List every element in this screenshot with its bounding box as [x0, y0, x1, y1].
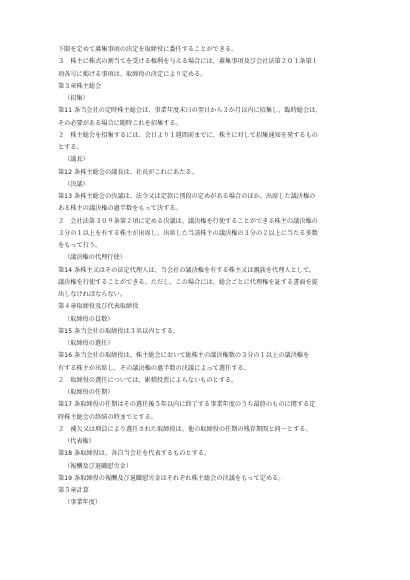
document-text-line: ２ 取締役の選任については、累積投票によらないものとする。 — [58, 376, 238, 384]
section-heading: （議決権の代理行使） — [64, 254, 126, 262]
document-body — [58, 44, 376, 510]
document-text-line: 第５章計算 — [58, 487, 89, 494]
document-text-line: 第３章株主総会 — [58, 82, 102, 90]
document-text-line: 第11 条当会社の定時株主総会は、事業年度末日の翌日から３か月以内に招集し、臨時総会は、 — [58, 107, 322, 115]
document-text-line: ２ 補欠又は増員により選任された取締役は、他の取締役の任期の残存期間と同一とする。 — [58, 425, 312, 433]
document-text-line: 第14 条株主又はその法定代理人は、当会社の議決権を有する株主又は親族を代理人として、 — [58, 266, 316, 274]
document-text-line: ある株主の議決権の過半数をもって決する。 — [58, 205, 182, 213]
section-heading: （招集） — [64, 95, 89, 102]
document-text-line: ２ 株主総会を招集するには、会日より１週間前までに、株主に対して招集通知を発するもの — [58, 131, 318, 139]
document-text-line: その必要がある場合に随時これを招集する。 — [58, 119, 182, 127]
document-text-line: 議決権を行使することができる。ただし、この場合には、総会ごとに代理権を証する書面を提 — [58, 278, 318, 286]
section-heading: （取締役の任期） — [64, 389, 114, 396]
section-heading: （事業年度） — [64, 499, 102, 507]
document-text-line: 第13 条株主総会の決議は、法令又は定款に別段の定めがある場合のほか、出席した議決権の — [58, 193, 316, 200]
section-heading: （決議） — [64, 180, 89, 188]
document-text-line: 項各号に掲げる事項は、取締役の決定により定める。 — [58, 70, 207, 78]
document-text-line: 第15 条当会社の取締役は３名以内とする。 — [58, 327, 180, 335]
document-text-line: 第12 条株主総会の議長は、社長がこれにあたる。 — [58, 168, 198, 176]
document-text-line: 有する株主が出席し、その議決権の過半数の決議によって選任する。 — [58, 364, 250, 372]
document-text-line: 第17 条取締役の任期はその選任後５年以内に終了する事業年度のうち最終のものに関する定 — [58, 401, 316, 409]
document-text-line: 出しなければならない。 — [58, 291, 127, 298]
section-heading: （代表権） — [64, 438, 95, 445]
document-text-line: 第19 条取締役の報酬及び退職慰労金はそれぞれ株主総会の決議をもって定める。 — [58, 474, 285, 482]
document-text-line: 下限を定めて募集事項の決定を取締役に委任することができる。 — [58, 46, 238, 53]
section-heading: （取締役の選任） — [64, 340, 114, 347]
document-text-line: とする。 — [58, 144, 83, 151]
document-text-line: 第４章取締役及び代表取締役 — [58, 303, 139, 311]
document-text-line: ３ 株主に株式の割当てを受ける権利を与える場合には、募集事項及び会社法第２０１条第１ — [58, 58, 318, 66]
section-heading: （議長） — [64, 156, 89, 164]
document-text-line: 時株主総会の終結の時までとする。 — [58, 413, 157, 421]
document-text-line: をもって行う。 — [58, 242, 102, 249]
document-text-line: ３分の１以上を有する株主が出席し、出席した当該株主の議決権の３分の２以上に当たる多数 — [58, 229, 318, 237]
section-heading: （取締役の員数） — [64, 315, 114, 323]
document-text-line: ２ 会社法第３０９条第２項に定める決議は、議決権を行使することができる株主の議決権の — [58, 217, 318, 225]
section-heading: （報酬及び退職慰労金） — [64, 462, 133, 470]
document-text-line: 第18 条取締役は、各自当会社を代表するものとする。 — [58, 450, 211, 458]
document-text-line: 第16 条当会社の取締役は、株主総会において総株主の議決権数の３分の１以上の議決権を — [58, 352, 310, 360]
